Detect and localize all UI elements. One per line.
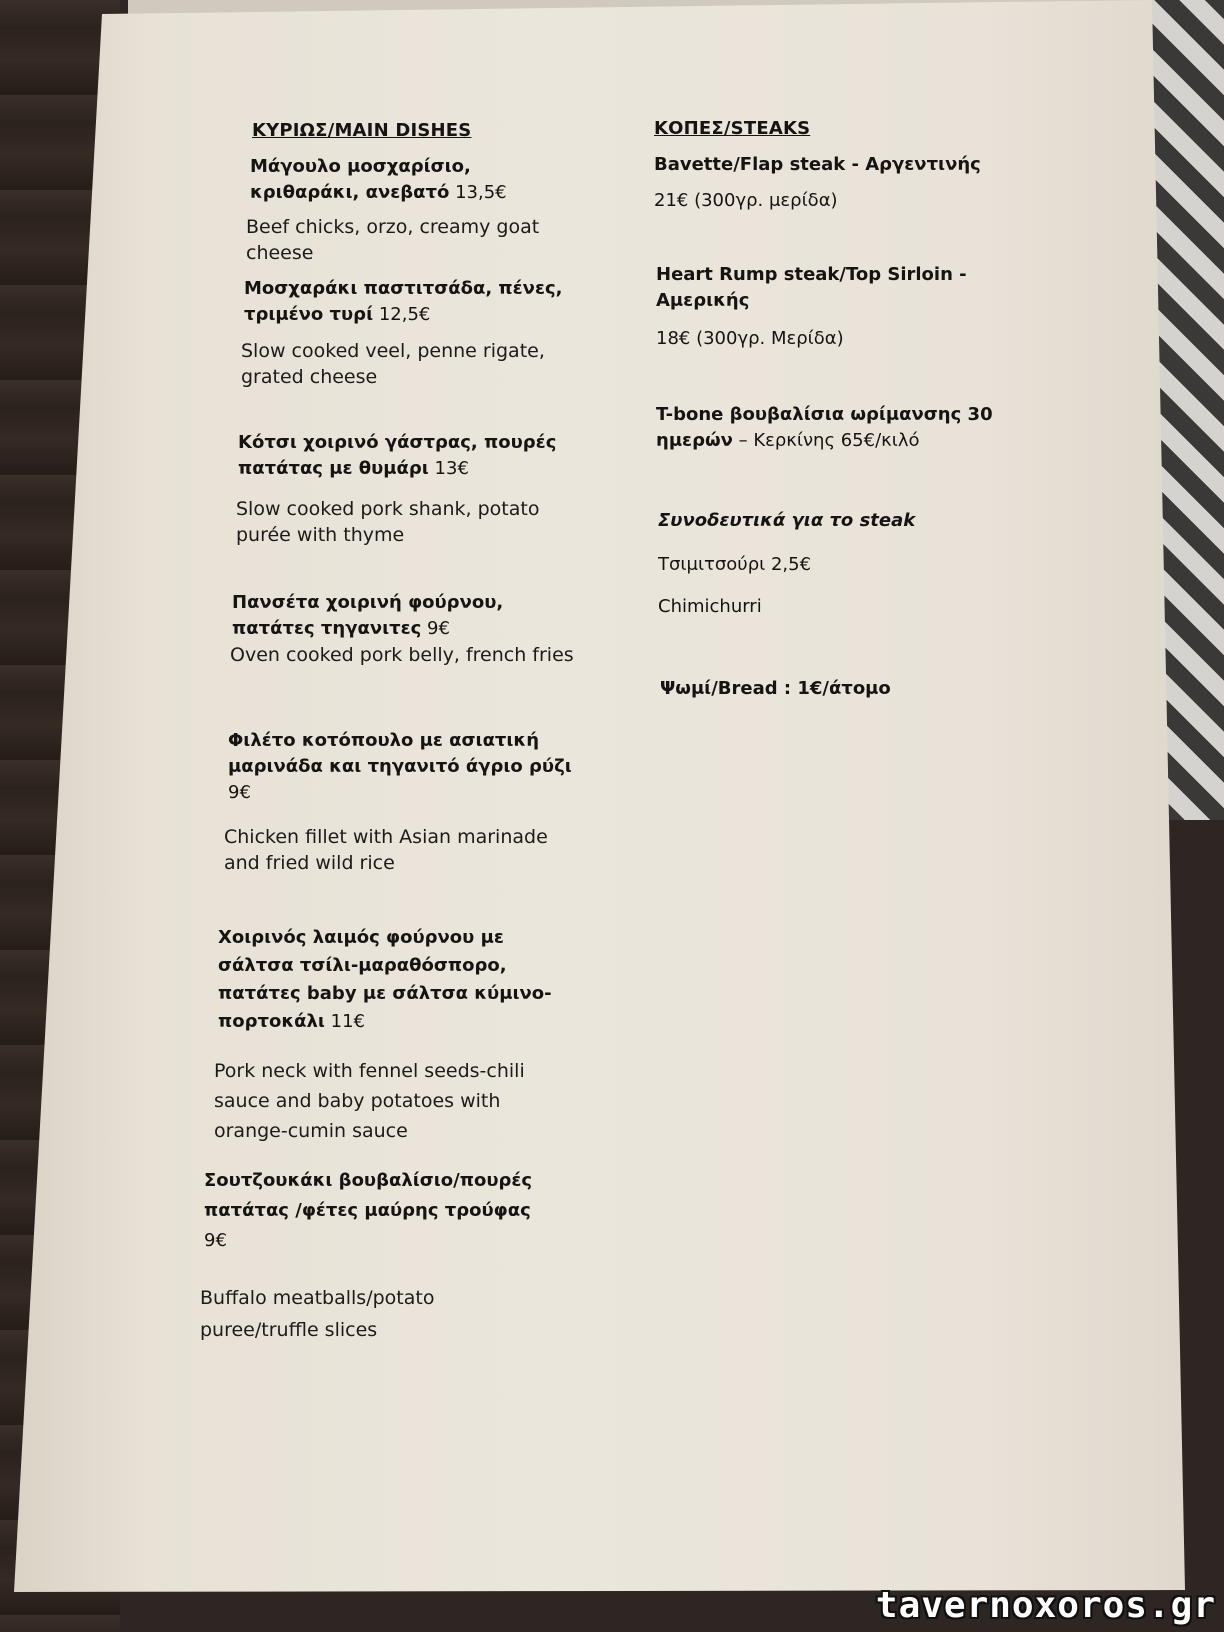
dish-item — [218, 924, 563, 1036]
dish-description: Slow cooked pork shank, potato purée with thyme — [236, 498, 540, 546]
main-dishes-heading: ΚΥΡΙΩΣ/MAIN DISHES — [252, 120, 472, 141]
side-item: Τσιμιτσούρι 2,5€ — [658, 554, 812, 575]
dish-item — [250, 154, 580, 206]
dish-price: 13,5€ — [455, 182, 507, 203]
dish-price: 9€ — [228, 782, 251, 803]
dish-name: Χοιρινός λαιμός φούρνου με σάλτσα τσίλι-μαραθόσπορο, πατάτες baby με σάλτσα κύμινο-πορτοκάλι — [218, 927, 552, 1032]
dish-price: 9€ — [204, 1230, 227, 1251]
dish-name: Πανσέτα χοιρινή φούρνου, πατάτες τηγανιτες — [232, 592, 504, 639]
dish-name: Μοσχαράκι παστιτσάδα, πένες, τριμένο τυρί — [244, 278, 563, 325]
steak-price: 21€ (300γρ. μερίδα) — [654, 190, 838, 211]
steaks-heading: ΚΟΠΕΣ/STEAKS — [654, 118, 811, 139]
dish-name: Φιλέτο κοτόπουλο με ασιατική μαρινάδα και τηγανιτό άγριο ρύζι — [228, 730, 572, 777]
dish-item — [238, 430, 558, 482]
steak-item — [656, 402, 1006, 454]
sides-heading: Συνοδευτικά για το steak — [658, 510, 916, 531]
dish-price: 13€ — [434, 458, 469, 479]
steak-name: T-bone βουβαλίσια ωρίμανσης 30 ημερών — [656, 404, 993, 451]
dish-description: Beef chicks, orzo, creamy goat cheese — [246, 216, 540, 264]
dish-item — [228, 728, 573, 806]
site-watermark: tavernoxoros.gr — [875, 1585, 1216, 1626]
dish-price: 11€ — [330, 1011, 365, 1032]
dish-name: Κότσι χοιρινό γάστρας, πουρές πατάτας με θυμάρι — [238, 432, 557, 479]
steak-price: – Κερκίνης 65€/κιλό — [732, 430, 920, 451]
dish-description: Pork neck with fennel seeds-chili sauce and baby potatoes with orange-cumin sauce — [214, 1060, 525, 1142]
dish-description: Buffalo meatballs/potato puree/truffle slices — [200, 1287, 435, 1341]
side-item: Chimichurri — [658, 596, 762, 617]
bread-item: Ψωμί/Bread : 1€/άτομο — [660, 678, 891, 699]
dish-name: Σουτζουκάκι βουβαλίσιο/πουρές πατάτας /φέτες μαύρης τρούφας — [204, 1170, 533, 1221]
dish-description: Slow cooked veel, penne rigate, grated cheese — [241, 340, 545, 388]
steak-name: Bavette/Flap steak - Αργεντινής — [654, 154, 981, 175]
steak-price: 18€ (300γρ. Μερίδα) — [656, 328, 844, 349]
dish-price: 9€ — [427, 618, 450, 639]
steak-name: Heart Rump steak/Top Sirloin - Αμερικής — [656, 264, 967, 311]
dish-name: Μάγουλο μοσχαρίσιο, κριθαράκι, ανεβατό — [250, 156, 471, 203]
dish-item — [232, 590, 532, 642]
dish-item — [204, 1166, 569, 1256]
dish-description: Oven cooked pork belly, french fries — [230, 644, 574, 666]
dish-price: 12,5€ — [378, 304, 431, 325]
dish-item — [244, 276, 564, 328]
dish-description: Chicken fillet with Asian marinade and fried wild rice — [224, 826, 548, 874]
